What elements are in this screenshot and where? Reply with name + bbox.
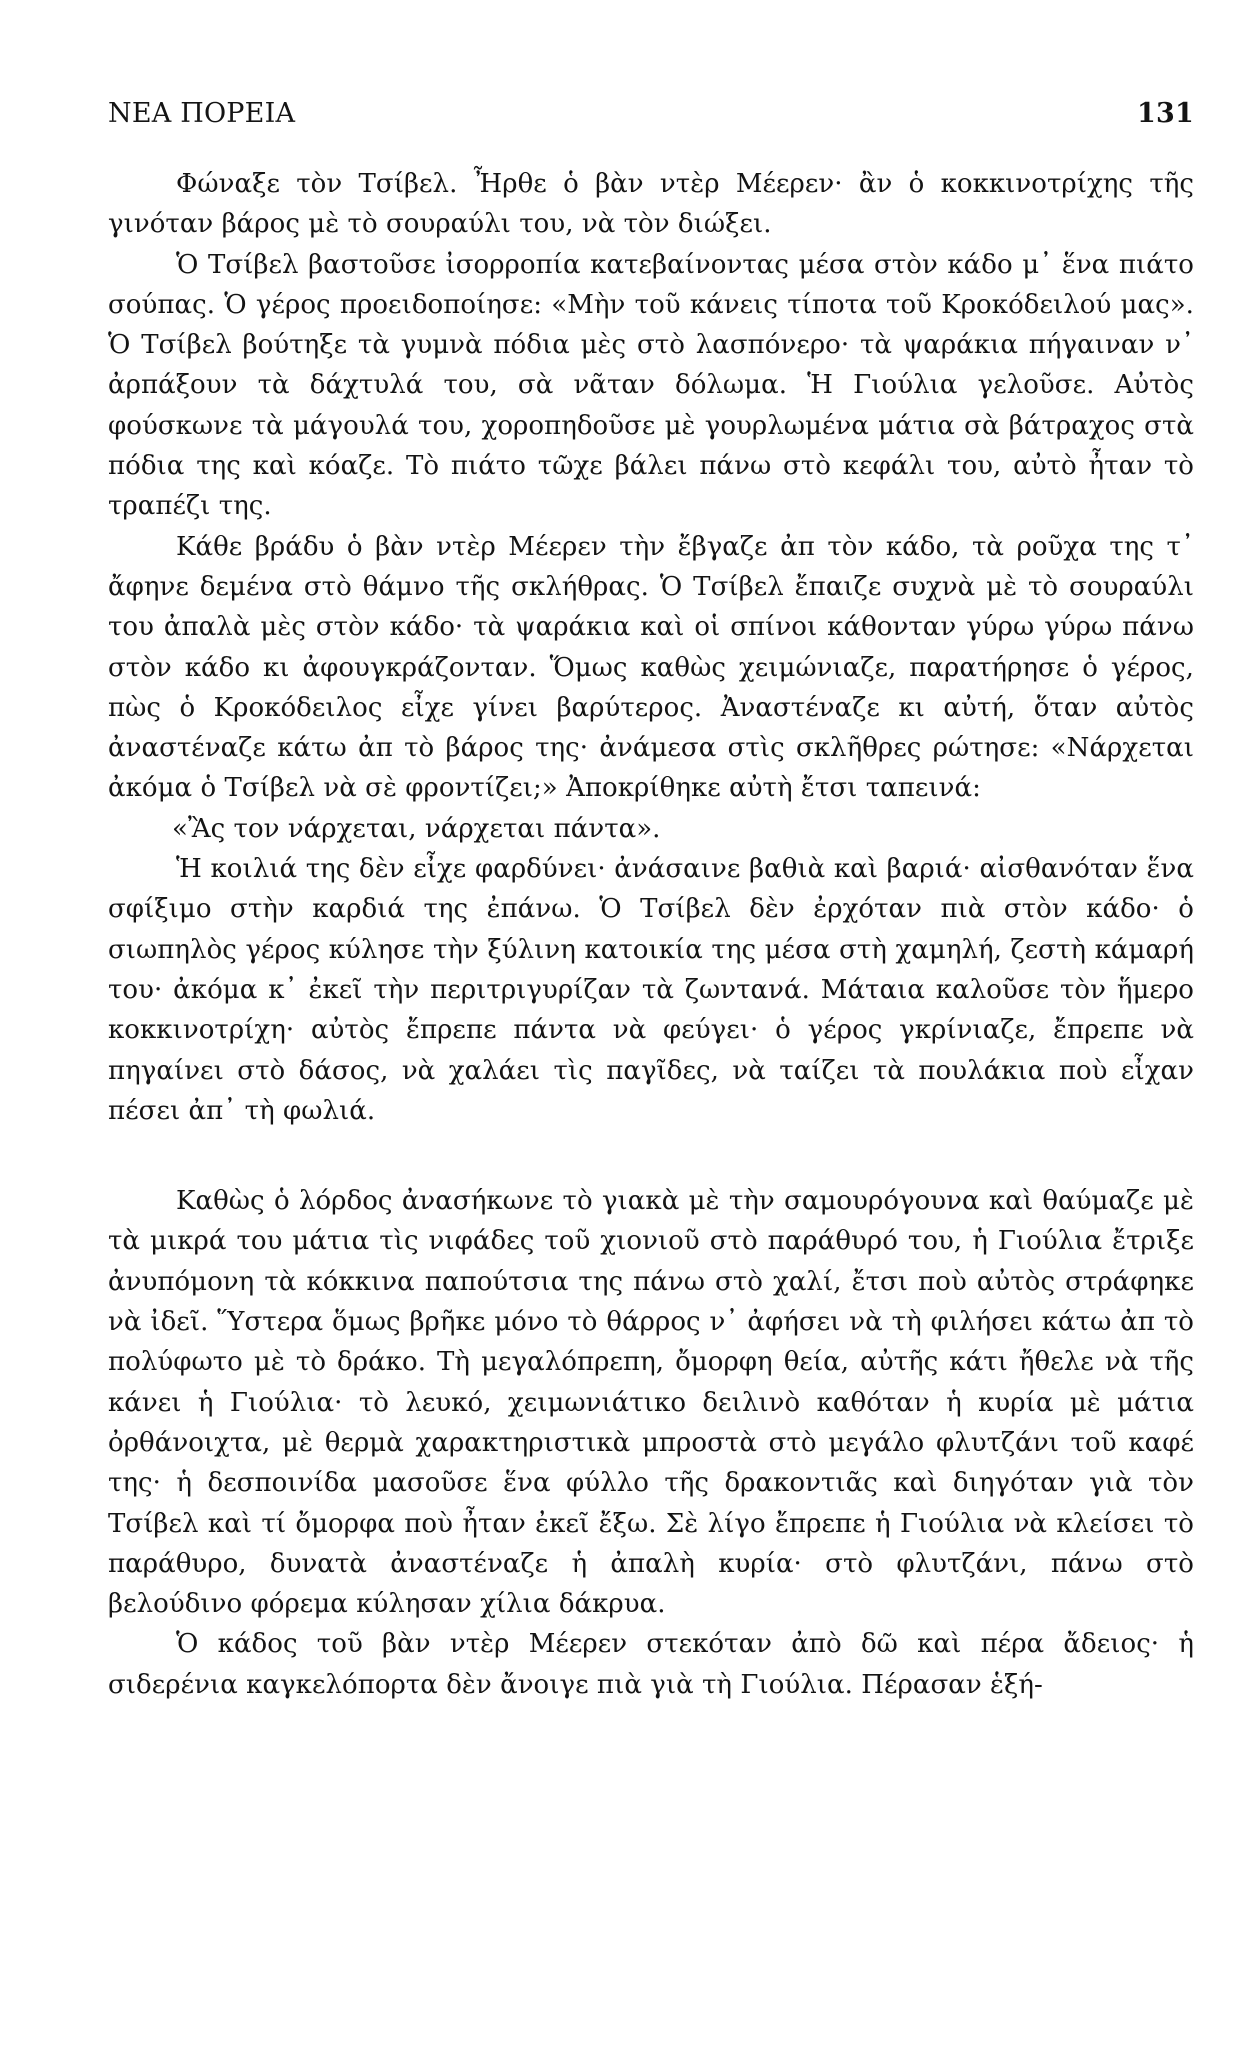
paragraph-3: Κάθε βράδυ ὁ βὰν ντὲρ Μέερεν τὴν ἔβγαζε ἀπ τὸν κάδο, τὰ ροῦχα της τ᾿ ἄφηνε δεμένα στὸ θάμνο τῆς σκλήθρας. Ὁ Τσίβελ ἔπαιζε συχνὰ μὲ τὸ σουραύλι του ἀπαλὰ μὲς στὸν κάδο· τὰ ψαράκια καὶ οἱ σπίνοι κάθονταν γύρω γύρω πάνω στὸν κάδο κι ἀφουγκράζονταν. Ὅμως καθὼς χειμώνιαζε, παρατήρησε ὁ γέρος, πὼς ὁ Κροκόδειλος εἶχε γίνει βαρύτερος. Ἀναστέναζε κι αὐτή, ὅταν αὐτὸς ἀναστέναζε κάτω ἀπ τὸ βάρος της· ἀνάμεσα στὶς σκλῆθρες ρώτησε: «Νάρχεται ἀκόμα ὁ Τσίβελ νὰ σὲ φροντίζει;» Ἀποκρίθηκε αὐτὴ ἔτσι ταπεινά: [108,531,1194,804]
paragraph-6: Καθὼς ὁ λόρδος ἀνασήκωνε τὸ γιακὰ μὲ τὴν σαμουρόγουνα καὶ θαύμαζε μὲ τὰ μικρά του μάτια τὶς νιφάδες τοῦ χιονιοῦ στὸ παράθυρό του, ἡ Γιούλια ἔτριξε ἀνυπόμονη τὰ κόκκινα παπούτσια της πάνω στὸ χαλί, ἔτσι ποὺ αὐτὸς στράφηκε νὰ ἰδεῖ. Ὕστερα ὅμως βρῆκε μόνο τὸ θάρρος ν᾿ ἀφήσει νὰ τὴ φιλήσει κάτω ἀπ τὸ πολύφωτο μὲ τὸ δράκο. Τὴ μεγαλόπρεπη, ὄμορφη θεία, αὐτῆς κάτι ἤθελε νὰ τῆς κάνει ἡ Γιούλια· τὸ λευκό, χειμωνιάτικο δειλινὸ καθόταν ἡ κυρία μὲ μάτια ὀρθάνοιχτα, μὲ θερμὰ χαρακτηριστικὰ μπροστὰ στὸ μεγάλο φλυτζάνι τοῦ καφέ της· ἡ δεσποινίδα μασοῦσε ἕνα φύλλο τῆς δρακοντιᾶς καὶ διηγόταν γιὰ τὸν Τσίβελ καὶ τί ὄμορφα ποὺ ἦταν ἐκεῖ ἔξω. Σὲ λίγο ἔπρεπε ἡ Γιούλια νὰ κλείσει τὸ παράθυρο, δυνατὰ ἀναστέναζε ἡ ἀπαλὴ κυρία· στὸ φλυτζάνι, πάνω στὸ βελούδινο φόρεμα κύλησαν χίλια δάκρυα. [108,1186,1194,1620]
section-break [108,1131,1194,1181]
paragraph-1: Φώναξε τὸν Τσίβελ. Ἦρθε ὁ βὰν ντὲρ Μέερεν· ἂν ὁ κοκκινοτρίχης τῆς γινόταν βάρος μὲ τὸ σουραύλι του, νὰ τὸν διώξει. [108,169,1194,240]
page-number: 131 [1137,98,1194,129]
paragraph-quote: «Ἂς τον νάρχεται, νάρχεται πάντα». [172,813,661,844]
paragraph-2: Ὁ Τσίβελ βαστοῦσε ἰσορροπία κατεβαίνοντας μέσα στὸν κάδο μ᾿ ἕνα πιάτο σούπας. Ὁ γέρος προειδοποίησε: «Μὴν τοῦ κάνεις τίποτα τοῦ Κροκόδειλού μας». Ὁ Τσίβελ βούτηξε τὰ γυμνὰ πόδια μὲς στὸ λασπόνερο· τὰ ψαράκια πήγαιναν ν᾿ ἀρπάξουν τὰ δάχτυλά του, σὰ νᾶταν δόλωμα. Ἡ Γιούλια γελοῦσε. Αὐτὸς φούσκωνε τὰ μάγουλά του, χοροπηδοῦσε μὲ γουρλωμένα μάτια σὰ βάτραχος στὰ πόδια της καὶ κόαζε. Τὸ πιάτο τῶχε βάλει πάνω στὸ κεφάλι του, αὐτὸ ἦταν τὸ τραπέζι της. [108,249,1194,522]
paragraph-7: Ὁ κάδος τοῦ βὰν ντὲρ Μέερεν στεκόταν ἀπὸ δῶ καὶ πέρα ἄδειος· ἡ σιδερένια καγκελόπορτα δὲν ἄνοιγε πιὰ γιὰ τὴ Γιούλια. Πέρασαν ἑξή- [108,1629,1194,1700]
running-header [108,98,1194,138]
running-title: ΝΕΑ ΠΟΡΕΙΑ [108,98,296,129]
paragraph-5: Ἡ κοιλιά της δὲν εἶχε φαρδύνει· ἀνάσαινε βαθιὰ καὶ βαριά· αἰσθανόταν ἕνα σφίξιμο στὴν καρδιά της ἐπάνω. Ὁ Τσίβελ δὲν ἐρχόταν πιὰ στὸν κάδο· ὁ σιωπηλὸς γέρος κύλησε τὴν ξύλινη κατοικία της μέσα στὴ χαμηλή, ζεστὴ κάμαρή του· ἀκόμα κ᾿ ἐκεῖ τὴν περιτριγυρίζαν τὰ ζωντανά. Μάταια καλοῦσε τὸν ἥμερο κοκκινοτρίχη· αὐτὸς ἔπρεπε πάντα νὰ φεύγει· ὁ γέρος γκρίνιαζε, ἔπρεπε νὰ πηγαίνει στὸ δάσος, νὰ χαλάει τὶς παγῖδες, νὰ ταίζει τὰ πουλάκια ποὺ εἶχαν πέσει ἀπ᾿ τὴ φωλιά. [108,854,1194,1126]
body-text [108,164,1194,1705]
